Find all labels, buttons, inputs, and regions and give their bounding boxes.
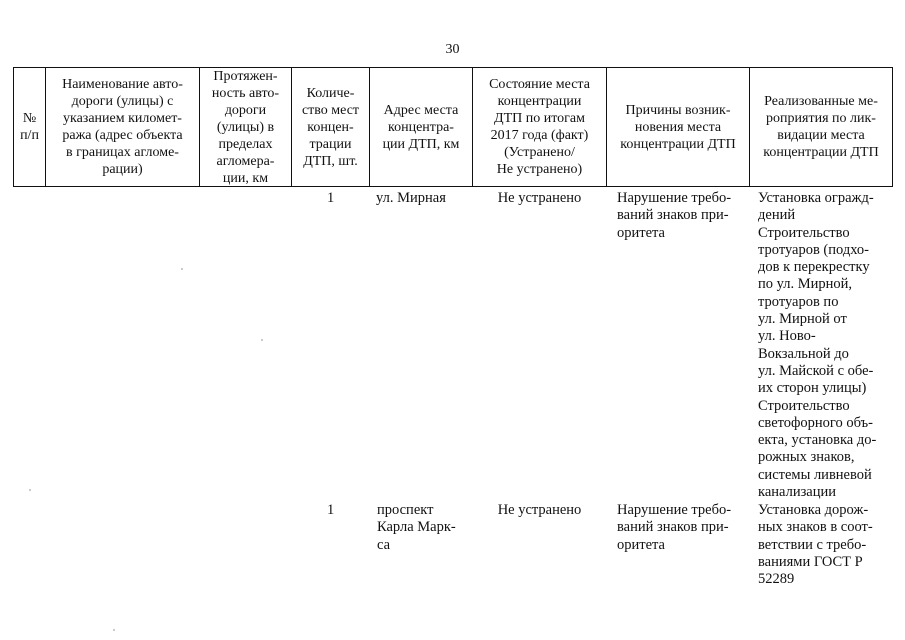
row-2-reasons: Нарушение требо- ваний знаков при- оритета <box>617 502 732 553</box>
scan-speck <box>261 339 263 341</box>
scan-speck <box>181 268 183 270</box>
row-2-status: Не устранено <box>497 502 582 518</box>
header-cell-count: Количе- ство мест концен- трации ДТП, шт. <box>301 85 360 169</box>
row-1-measures: Установка огражд- дений Строительство тротуаров (подхо- дов к перекрестку по ул. Мирной, тротуаров по ул. Мирной от ул. Ново- Вокзальной до ул. Майской с обе- их сторон улицы) Строительство светофорного объ- екта, установка до- рожных знаков, системы ливневой канализации <box>758 190 877 501</box>
scan-speck <box>29 489 31 491</box>
row-1-count: 1 <box>327 190 335 206</box>
row-1-reasons: Нарушение требо- ваний знаков при- оритета <box>617 190 732 241</box>
header-cell-number: № п/п <box>20 111 39 143</box>
row-2-measures: Установка дорож- ных знаков в соот- ветствии с требо- ваниями ГОСТ Р 52289 <box>758 502 873 588</box>
header-cell-road-name: Наименование авто- дороги (улицы) с указанием километ- ража (адрес объекта в границах агломе- рации) <box>62 77 183 177</box>
row-1-address: ул. Мирная <box>376 190 446 206</box>
scan-speck <box>113 629 115 631</box>
header-cell-reasons: Причины возник- новения места концентрации ДТП <box>620 102 736 152</box>
row-1-status: Не устранено <box>497 190 582 206</box>
header-cell-address: Адрес места концентра- ции ДТП, км <box>382 102 460 152</box>
header-bottom-border <box>13 186 893 187</box>
page-number: 30 <box>445 42 460 57</box>
row-2-count: 1 <box>327 502 335 518</box>
header-cell-length: Протяжен- ность авто- дороги (улицы) в пределах агломера- ции, км <box>211 68 280 186</box>
header-cell-status: Состояние места концентрации ДТП по итогам 2017 года (факт) (Устранено/ Не устранено) <box>489 77 590 177</box>
header-cell-measures: Реализованные ме- роприятия по лик- видации места концентрации ДТП <box>763 94 879 160</box>
row-2-address: проспект Карла Марк- са <box>377 502 456 553</box>
header-column-divider <box>892 67 893 187</box>
